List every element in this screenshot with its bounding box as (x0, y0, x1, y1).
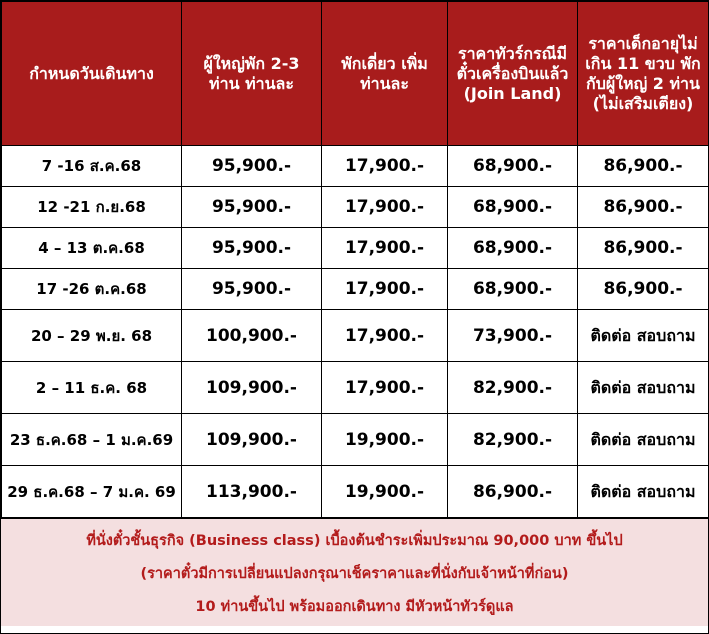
join-land-price-cell: 68,900.- (448, 269, 578, 310)
date-cell: 4 – 13 ต.ค.68 (2, 228, 182, 269)
single-price-cell: 17,900.- (322, 228, 448, 269)
single-price-cell: 17,900.- (322, 269, 448, 310)
child-contact-cell: ติดต่อ สอบถาม (578, 310, 709, 362)
join-land-price-cell: 68,900.- (448, 187, 578, 228)
table-row (2, 269, 709, 310)
date-cell: 29 ธ.ค.68 – 7 ม.ค. 69 (2, 466, 182, 518)
header-join-land-price: ราคาทัวร์กรณีมีตั๋วเครื่องบินแล้ว (Join Land) (448, 2, 578, 146)
single-price-cell: 19,900.- (322, 414, 448, 466)
header-single-supplement: พักเดี่ยว เพิ่ม ท่านละ (322, 2, 448, 146)
table-row (2, 466, 709, 518)
join-land-price-cell: 68,900.- (448, 228, 578, 269)
table-row (2, 146, 709, 187)
child-contact-cell: ติดต่อ สอบถาม (578, 414, 709, 466)
date-cell: 17 -26 ต.ค.68 (2, 269, 182, 310)
header-row (2, 2, 709, 146)
header-adult-price: ผู้ใหญ่พัก 2-3 ท่าน ท่านละ (182, 2, 322, 146)
table-row (2, 187, 709, 228)
table-row (2, 362, 709, 414)
single-price-cell: 19,900.- (322, 466, 448, 518)
date-cell: 20 – 29 พ.ย. 68 (2, 310, 182, 362)
business-class-note: ที่นั่งตั๋วชั้นธุรกิจ (Business class) เบื้องต้นชำระเพิ่มประมาณ 90,000 บาท ขึ้นไป (86, 533, 623, 549)
adult-price-cell: 100,900.- (182, 310, 322, 362)
adult-price-cell: 113,900.- (182, 466, 322, 518)
join-land-price-cell: 73,900.- (448, 310, 578, 362)
notes-panel (1, 518, 708, 626)
adult-price-cell: 95,900.- (182, 187, 322, 228)
single-price-cell: 17,900.- (322, 146, 448, 187)
adult-price-cell: 95,900.- (182, 269, 322, 310)
join-land-price-cell: 68,900.- (448, 146, 578, 187)
child-price-cell: 86,900.- (578, 187, 709, 228)
price-change-note: (ราคาตั๋วมีการเปลี่ยนแปลงกรุณาเช็คราคาและที่นั่งกับเจ้าหน้าที่ก่อน) (140, 566, 569, 582)
single-price-cell: 17,900.- (322, 187, 448, 228)
table-row (2, 228, 709, 269)
join-land-price-cell: 82,900.- (448, 362, 578, 414)
date-cell: 12 -21 ก.ย.68 (2, 187, 182, 228)
date-cell: 2 – 11 ธ.ค. 68 (2, 362, 182, 414)
adult-price-cell: 95,900.- (182, 146, 322, 187)
child-price-cell: 86,900.- (578, 146, 709, 187)
group-departure-note: 10 ท่านขึ้นไป พร้อมออกเดินทาง มีหัวหน้าทัวร์ดูแล (195, 599, 514, 615)
date-cell: 7 -16 ส.ค.68 (2, 146, 182, 187)
child-price-cell: 86,900.- (578, 228, 709, 269)
header-child-price: ราคาเด็กอายุไม่เกิน 11 ขวบ พักกับผู้ใหญ่ 2 ท่าน (ไม่เสริมเตียง) (578, 2, 709, 146)
child-price-cell: 86,900.- (578, 269, 709, 310)
header-travel-date: กำหนดวันเดินทาง (2, 2, 182, 146)
adult-price-cell: 95,900.- (182, 228, 322, 269)
join-land-price-cell: 82,900.- (448, 414, 578, 466)
adult-price-cell: 109,900.- (182, 362, 322, 414)
child-contact-cell: ติดต่อ สอบถาม (578, 362, 709, 414)
join-land-price-cell: 86,900.- (448, 466, 578, 518)
date-cell: 23 ธ.ค.68 – 1 ม.ค.69 (2, 414, 182, 466)
adult-price-cell: 109,900.- (182, 414, 322, 466)
price-table (1, 1, 709, 518)
single-price-cell: 17,900.- (322, 310, 448, 362)
child-contact-cell: ติดต่อ สอบถาม (578, 466, 709, 518)
table-row (2, 414, 709, 466)
table-row (2, 310, 709, 362)
single-price-cell: 17,900.- (322, 362, 448, 414)
